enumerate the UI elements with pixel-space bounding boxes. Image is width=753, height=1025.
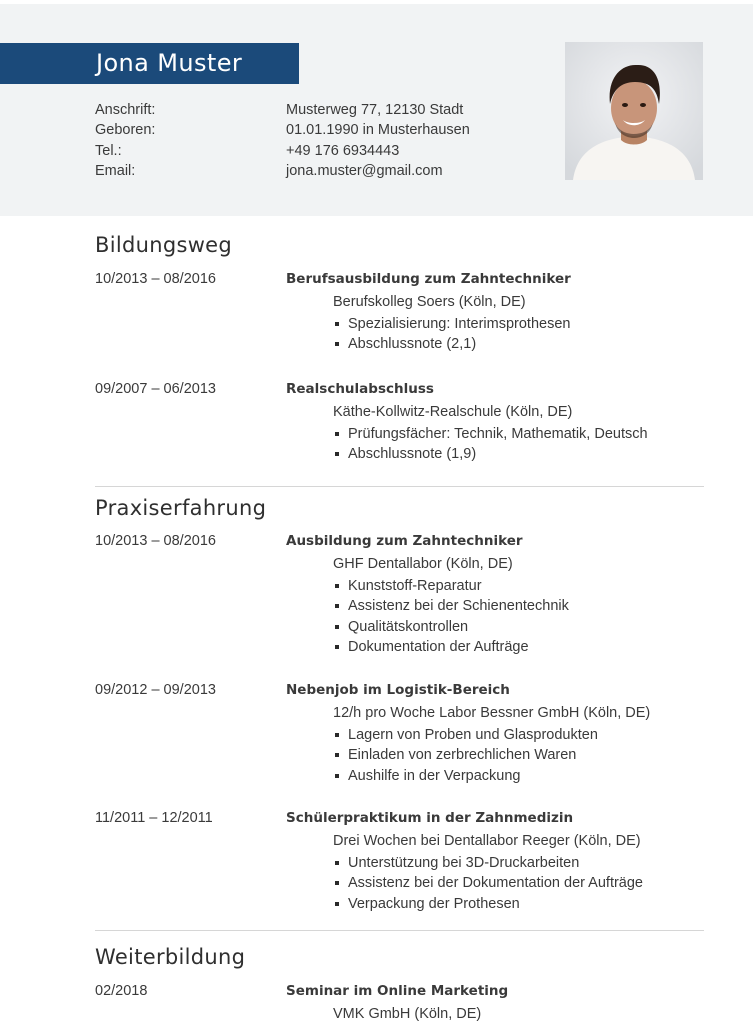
entry-organization: Berufskolleg Soers (Köln, DE) [333,294,526,310]
list-item: Abschlussnote (2,1) [333,334,570,354]
entry-date: 02/2018 [95,983,148,999]
entry-organization: VMK GmbH (Köln, DE) [333,1006,482,1022]
contact-row-birth [95,120,515,140]
list-item: Kunststoff-Reparatur [333,576,569,596]
list-item: Einladen von zerbrechlichen Waren [333,745,598,765]
entry-date: 10/2013 – 08/2016 [95,271,216,287]
entry-title: Seminar im Online Marketing [286,983,509,999]
contact-value: +49 176 6934443 [286,142,400,159]
entry-date: 09/2012 – 09/2013 [95,682,216,698]
entry-date: 09/2007 – 06/2013 [95,381,216,397]
section-divider [95,486,704,487]
entry-organization: GHF Dentallabor (Köln, DE) [333,556,513,572]
contact-label: Email: [95,162,136,179]
contact-info [95,100,515,181]
contact-row-email [95,161,515,181]
list-item: Lagern von Proben und Glasprodukten [333,725,598,745]
entry-date: 10/2013 – 08/2016 [95,533,216,549]
entry-bullet-list [333,725,598,786]
entry-title: Schülerpraktikum in der Zahnmedizin [286,810,574,826]
contact-value: jona.muster@gmail.com [286,162,443,179]
list-item: Assistenz bei der Schienentechnik [333,596,569,616]
contact-label: Tel.: [95,142,122,159]
entry-organization: 12/h pro Woche Labor Bessner GmbH (Köln, DE) [333,705,651,721]
profile-photo [565,42,703,180]
section-title-praxiserfahrung: Praxiserfahrung [95,496,267,520]
list-item: Unterstützung bei 3D-Druckarbeiten [333,853,643,873]
entry-bullet-list [333,853,643,914]
list-item: Prüfungsfächer: Technik, Mathematik, Deutsch [333,424,648,444]
list-item: Aushilfe in der Verpackung [333,766,598,786]
entry-title: Berufsausbildung zum Zahntechniker [286,271,571,287]
list-item: Verpackung der Prothesen [333,894,643,914]
entry-title: Realschulabschluss [286,381,434,397]
name-banner: Jona Muster [0,43,299,84]
list-item: Spezialisierung: Interimsprothesen [333,314,570,334]
list-item: Abschlussnote (1,9) [333,444,648,464]
section-title-bildungsweg: Bildungsweg [95,233,233,257]
list-item: Dokumentation der Aufträge [333,637,569,657]
list-item: Assistenz bei der Dokumentation der Aufträge [333,873,643,893]
section-divider [95,930,704,931]
list-item: Qualitätskontrollen [333,617,569,637]
entry-bullet-list [333,576,569,657]
entry-organization: Drei Wochen bei Dentallabor Reeger (Köln, DE) [333,833,641,849]
contact-value: Musterweg 77, 12130 Stadt [286,102,464,118]
entry-bullet-list [333,314,570,355]
entry-organization: Käthe-Kollwitz-Realschule (Köln, DE) [333,404,573,420]
entry-bullet-list [333,424,648,465]
entry-title: Nebenjob im Logistik-Bereich [286,682,510,698]
entry-date: 11/2011 – 12/2011 [95,810,213,826]
contact-value: 01.01.1990 in Musterhausen [286,122,470,139]
contact-row-phone [95,141,515,161]
section-title-weiterbildung: Weiterbildung [95,945,246,969]
contact-label: Geboren: [95,122,156,139]
entry-title: Ausbildung zum Zahntechniker [286,533,523,549]
contact-label: Anschrift: [95,102,156,118]
contact-row-address [95,100,515,120]
